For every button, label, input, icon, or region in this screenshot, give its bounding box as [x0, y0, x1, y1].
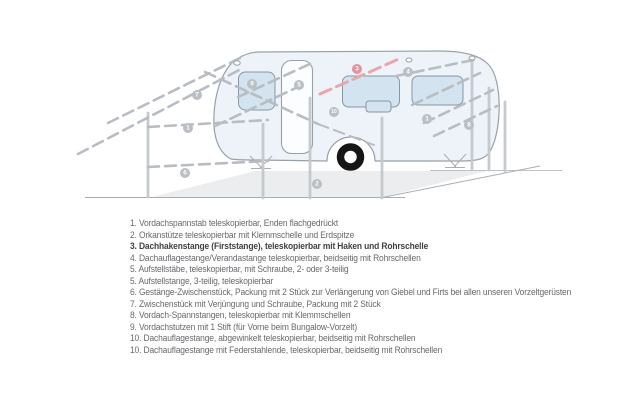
parts-list — [130, 218, 635, 357]
caravan-window-middle-vent — [366, 101, 391, 112]
part-marker-label: 1 — [425, 115, 429, 123]
part-marker-label: 8 — [467, 121, 471, 129]
part-list-item: 10. Dachauflagestange mit Federstahlende, teleskopierbar, beidseitig mit Rohrschellen — [130, 345, 443, 356]
part-marker-label: 10 — [331, 109, 337, 115]
wheel-icon — [341, 147, 361, 167]
part-marker-label: 9 — [250, 80, 254, 88]
part-list-item: 6. Gestänge-Zwischenstück, Packung mit 2 Stück zur Verlängerung von Giebel und Firts bei allen unseren Vorzeltgerüsten — [130, 287, 572, 298]
part-list-item: 8. Vordach-Spannstangen, teleskopierbar mit Klemmschellen — [130, 310, 351, 321]
part-list-item: 1. Vordachspannstab teleskopierbar, Enden flachgedrückt — [130, 218, 339, 228]
part-list-item: 5. Aufstellstange, 3-teilig, teleskopierbar — [130, 275, 274, 286]
part-marker-label: 7 — [195, 91, 199, 99]
part-marker-label: 4 — [406, 68, 410, 76]
part-list-item: 5. Aufstellstäbe, teleskopierbar, mit Schraube, 2- oder 3-teilig — [130, 264, 349, 275]
part-list-item: 2. Orkanstütze teleskopierbar mit Klemmschelle und Erdspitze — [130, 229, 355, 240]
part-marker-label: 2 — [315, 180, 319, 188]
part-marker-label: 5 — [297, 81, 301, 89]
part-list-item: 7. Zwischenstück mit Verjüngung und Schraube, Packung mit 2 Stück — [130, 298, 381, 309]
caravan-awning-diagram — [0, 6, 640, 216]
part-list-item: 10. Dachauflagestange, abgewinkelt teleskopierbar, beidseitig mit Rohrschellen — [130, 333, 416, 344]
part-list-item: 9. Vordachstutzen mit 1 Stift (für Vorne beim Bungalow-Vorzelt) — [130, 321, 358, 332]
part-marker-label: 1 — [186, 124, 190, 132]
part-marker-label: 6 — [183, 169, 187, 177]
part-list-item: 4. Dachauflagestange/Verandastange teleskopierbar, beidseitig mit Rohrschellen — [130, 252, 421, 263]
part-marker-label: 3 — [355, 65, 359, 73]
part-list-item: 3. Dachhakenstange (Firststange), teleskopierbar mit Haken und Rohrschelle — [130, 241, 429, 252]
